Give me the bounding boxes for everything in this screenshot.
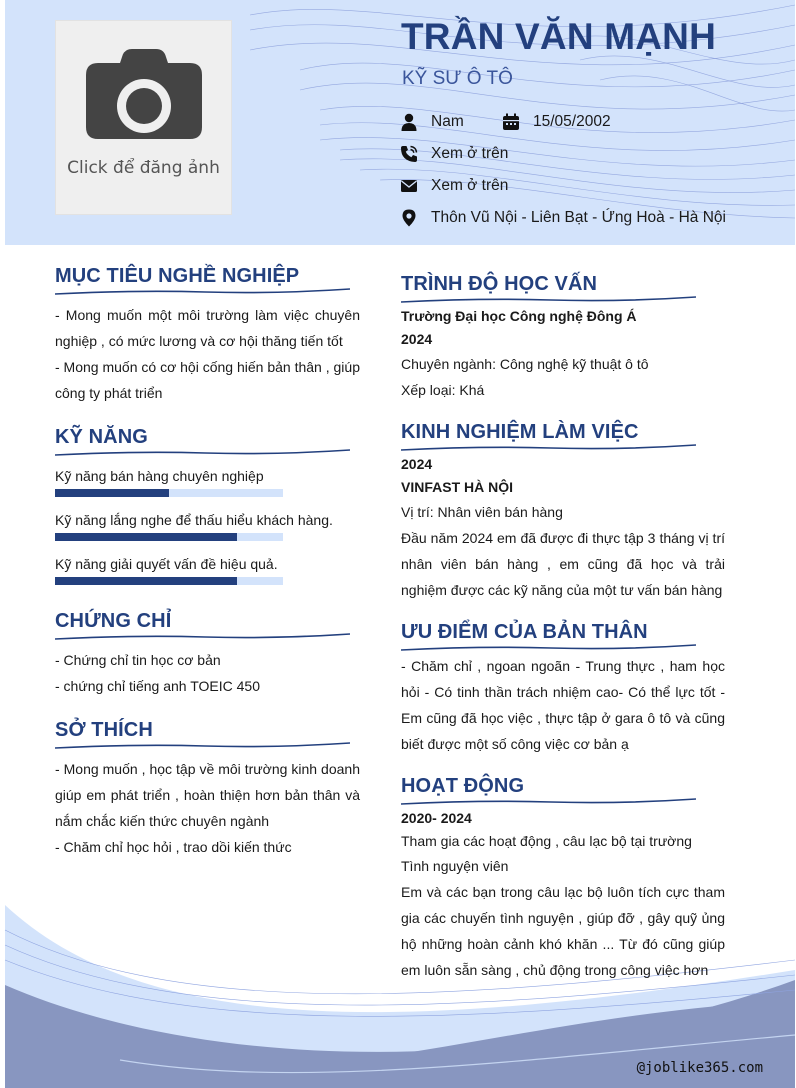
education-school: Trường Đại học Công nghệ Đông Á [401,308,637,324]
gender-value: Nam [431,113,464,130]
site-watermark: @joblike365.com [636,1060,763,1076]
objective-line-2: - Mong muốn có cơ hội cống hiến bản thân , giúp công ty phát triển [55,359,360,401]
skill-bar-2 [55,533,283,541]
person-icon [400,113,418,131]
job-title: KỸ SƯ Ô TÔ [402,68,513,89]
phone-icon [400,145,418,163]
skills-title: KỸ NĂNG [55,426,148,448]
phone-row [400,145,508,163]
skills-underline [55,448,350,458]
gender-row [400,113,464,131]
skill-bar-1 [55,489,283,497]
experience-description: Đầu năm 2024 em đã được đi thực tập 3 tháng vị trí nhân viên bán hàng , em cũng đã học và trải nghiệm được các kỹ năng của một tư vấn bán hàng [401,530,725,598]
birthdate-value: 15/05/2002 [533,113,611,130]
activities-year: 2020- 2024 [401,810,472,826]
experience-title: KINH NGHIỆM LÀM VIỆC [401,421,639,443]
email-value: Xem ở trên [431,177,509,194]
hobby-line-2: - Chăm chỉ học hỏi , trao dồi kiến thức [55,839,292,855]
strengths-title: ƯU ĐIỂM CỦA BẢN THÂN [401,621,648,643]
experience-company: VINFAST HÀ NỘI [401,479,514,495]
certificates-title: CHỨNG CHỈ [55,610,172,632]
education-year: 2024 [401,331,433,347]
hobbies-underline [55,741,350,751]
birthdate-row [502,113,611,131]
activities-description: Em và các bạn trong câu lạc bộ luôn tích cực tham gia các chuyến tình nguyện , giúp đỡ , gây quỹ ủng hộ những hoàn cảnh khó khăn ... Từ đó cũng giúp em luôn sẵn sàng , chủ động trong công việc hơn [401,884,725,978]
education-title: TRÌNH ĐỘ HỌC VẤN [401,273,598,295]
experience-position: Vị trí: Nhân viên bán hàng [401,504,563,520]
phone-value: Xem ở trên [431,145,509,162]
envelope-icon [400,177,418,195]
photo-upload-placeholder[interactable] [55,20,232,215]
skill-label-2: Kỹ năng lắng nghe để thấu hiểu khách hàng. [55,512,333,528]
camera-icon [86,49,202,139]
objective-underline [55,287,350,297]
experience-year: 2024 [401,456,433,472]
skill-bar-3 [55,577,283,585]
certificates-underline [55,632,350,642]
skill-bar-fill-2 [55,533,237,541]
strengths-text: - Chăm chỉ , ngoan ngoãn - Trung thực , ham học hỏi - Có tinh thần trách nhiệm cao- Có thể lực tốt - Em cũng đã học việc , thực tập ở gara ô tô và cũng biết được một số công việc cơ bản ạ [401,658,725,752]
skill-bar-fill-3 [55,577,237,585]
activities-title: HOẠT ĐỘNG [401,775,525,797]
education-grade: Xếp loại: Khá [401,382,485,398]
strengths-underline [401,643,696,653]
experience-underline [401,443,696,453]
education-major: Chuyên ngành: Công nghệ kỹ thuật ô tô [401,356,649,372]
skill-label-3: Kỹ năng giải quyết vấn đề hiệu quả. [55,556,278,572]
hobbies-title: SỞ THÍCH [55,719,153,741]
photo-upload-label: Click để đăng ảnh [67,158,220,178]
address-row [400,209,726,227]
activities-line-1: Tham gia các hoạt động , câu lạc bộ tại trường [401,833,692,849]
skill-bar-fill-1 [55,489,169,497]
objective-title: MỤC TIÊU NGHỀ NGHIỆP [55,265,300,287]
certificate-line-1: - Chứng chỉ tin học cơ bản [55,652,221,668]
objective-line-1: - Mong muốn một môi trường làm việc chuyên nghiệp , có mức lương và cơ hội thăng tiến tốt [55,307,360,349]
candidate-name: TRẦN VĂN MẠNH [401,16,717,57]
email-row [400,177,508,195]
location-pin-icon [400,209,418,227]
address-value: Thôn Vũ Nội - Liên Bạt - Ứng Hoà - Hà Nội [431,209,726,226]
skill-label-1: Kỹ năng bán hàng chuyên nghiệp [55,468,264,484]
hobby-line-1: - Mong muốn , học tập về môi trường kinh doanh giúp em phát triển , hoàn thiện hơn bản thân và nắm chắc kiến thức chuyên ngành [55,761,360,829]
certificate-line-2: - chứng chỉ tiếng anh TOEIC 450 [55,678,260,694]
calendar-icon [502,113,520,131]
activities-line-2: Tình nguyện viên [401,858,509,874]
